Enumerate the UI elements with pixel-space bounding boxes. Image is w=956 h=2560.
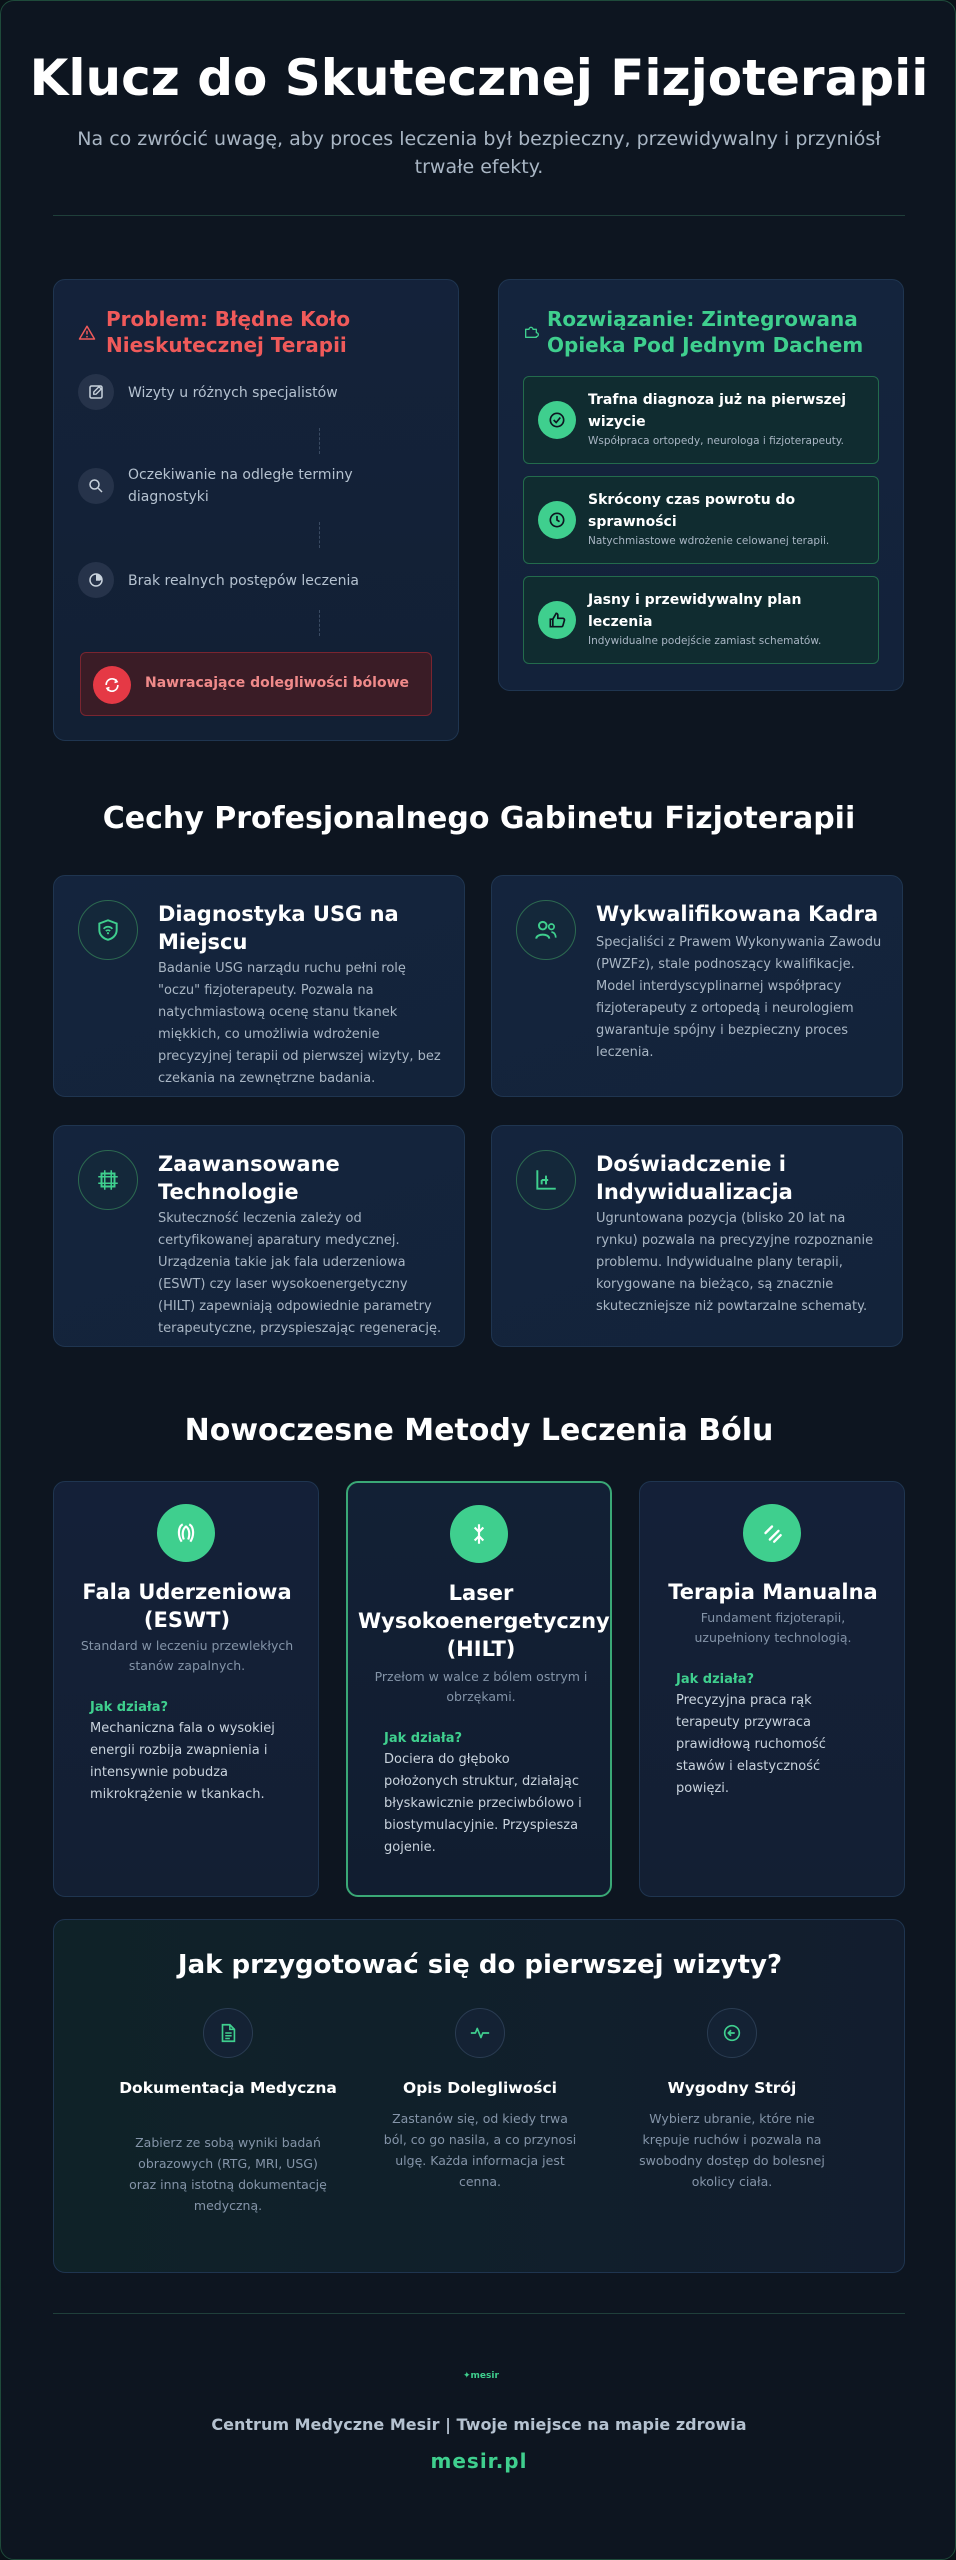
clothing-icon (707, 2008, 757, 2058)
progress-icon (78, 562, 114, 598)
clock-icon (538, 501, 576, 539)
page-title: Klucz do Skutecznej Fizjoterapii (29, 49, 929, 107)
connector (319, 428, 320, 454)
search-icon (78, 468, 114, 504)
problem-item-label: Wizyty u różnych specjalistów (128, 385, 338, 401)
team-icon (516, 900, 576, 960)
method-desc: Dociera do głęboko położonych struktur, działając błyskawicznie przeciwbólowo i biostymulacyjnie. Przyspiesza gojenie. (384, 1752, 582, 1855)
edit-icon (78, 374, 114, 410)
method-card (53, 1481, 319, 1897)
ultrasound-icon (78, 900, 138, 960)
leaf-icon: ✦ (463, 2371, 471, 2381)
method-subtitle: Fundament fizjoterapii, uzupełniony technologią. (694, 1610, 852, 1645)
footer-logo (463, 2371, 499, 2381)
feature-card (491, 1125, 903, 1347)
method-subtitle: Przełom w walce z bólem ostrym i obrzękami. (374, 1669, 588, 1704)
feature-card (53, 875, 465, 1097)
feature-desc: Specjaliści z Prawem Wykonywania Zawodu (PWZFz), stale podnoszący kwalifikacje. Model interdyscyplinarnej współpracy fizjoterapeuty z ortopedą i neurologiem gwarantuje spójny i bezpieczny proces leczenia. (596, 935, 882, 1060)
prep-item-title: Dokumentacja Medyczna (119, 2079, 337, 2097)
prep-title: Jak przygotować się do pierwszej wizyty? (177, 1950, 783, 1980)
solution-item (523, 476, 879, 564)
solution-item-desc: Natychmiastowe wdrożenie celowanej terapii. (588, 535, 830, 547)
divider (53, 215, 905, 216)
method-title: Fala Uderzeniowa (ESWT) (82, 1580, 292, 1632)
features-title: Cechy Profesjonalnego Gabinetu Fizjoterapii (102, 801, 856, 836)
thumbs-up-icon (538, 601, 576, 639)
problem-item-label: Oczekiwanie na odległe terminy diagnostyki (128, 467, 353, 505)
prep-item-desc: Zabierz ze sobą wyniki badań obrazowych (RTG, MRI, USG) oraz inną istotną dokumentację medyczną. (129, 2135, 327, 2213)
prep-panel (53, 1919, 905, 2273)
feature-desc: Ugruntowana pozycja (blisko 20 lat na rynku) pozwala na precyzyjne rozpoznanie problemu. Indywidualne plany terapii, korygowane na bieżąco, są znacznie skuteczniejsze niż powtarzalne schematy. (596, 1211, 874, 1314)
alert-label: Nawracające dolegliwości bólowe (145, 675, 410, 691)
problem-title: Problem: Błędne Koło Nieskutecznej Terapii (106, 307, 351, 357)
recurring-pain-icon (93, 666, 131, 704)
solution-item (523, 376, 879, 464)
solution-item-desc: Współpraca ortopedy, neurologa i fizjoterapeuty. (588, 435, 844, 447)
solution-item-desc: Indywidualne podejście zamiast schematów. (588, 635, 822, 647)
method-title: Terapia Manualna (668, 1580, 878, 1604)
method-how-label: Jak działa? (384, 1731, 463, 1746)
method-title: Laser Wysokoenergetyczny (HILT) (358, 1581, 610, 1661)
footer-line: Centrum Medyczne Mesir | Twoje miejsce na mapie zdrowia (211, 2415, 747, 2434)
solution-title: Rozwiązanie: Zintegrowana Opieka Pod Jednym Dachem (547, 307, 864, 357)
method-how-label: Jak działa? (676, 1672, 755, 1687)
footer-logo-text: mesir (470, 2371, 499, 2381)
document-icon (203, 2008, 253, 2058)
footer-domain-link[interactable]: mesir.pl (430, 2449, 528, 2473)
method-card (639, 1481, 905, 1897)
feature-card (53, 1125, 465, 1347)
solution-item-title: Jasny i przewidywalny plan leczenia (588, 592, 802, 630)
prep-item-title: Wygodny Strój (667, 2079, 797, 2097)
feature-title: Wykwalifikowana Kadra (596, 902, 879, 926)
connector (319, 610, 320, 636)
feature-title: Zaawansowane Technologie (158, 1152, 340, 1204)
method-desc: Mechaniczna fala o wysokiej energii rozbija zwapnienia i intensywnie pobudza mikrokrążenie w tkankach. (90, 1721, 275, 1802)
problem-panel (53, 279, 459, 741)
prep-item-title: Opis Dolegliwości (403, 2079, 557, 2097)
page-subtitle: Na co zwrócić uwagę, aby proces leczenia był bezpieczny, przewidywalny i przyniósł trwałe efekty. (77, 128, 881, 178)
solution-item-title: Trafna diagnoza już na pierwszej wizycie (588, 392, 847, 430)
divider (53, 2313, 905, 2314)
manual-therapy-icon (743, 1504, 801, 1562)
method-desc: Precyzyjna praca rąk terapeuty przywraca prawidłową ruchomość stawów i elastyczność powięzi. (676, 1693, 826, 1796)
check-circle-icon (538, 401, 576, 439)
shockwave-icon (157, 1504, 215, 1562)
prep-item-desc: Zastanów się, od kiedy trwa ból, co go nasila, a co przynosi ulgę. Każda informacja jest cenna. (383, 2111, 577, 2189)
connector (319, 522, 320, 548)
method-card-featured (346, 1481, 612, 1897)
solution-item (523, 576, 879, 664)
footer-area (1, 2371, 956, 2491)
laser-icon (450, 1505, 508, 1563)
alert-box (80, 652, 432, 716)
feature-desc: Skuteczność leczenia zależy od certyfikowanej aparatury medycznej. Urządzenia takie jak fala uderzeniowa (ESWT) czy laser wysokoenergetyczny (HILT) zapewniają odpowiednie parametry terapeutyczne, przyspieszając regenerację. (158, 1211, 442, 1336)
methods-title: Nowoczesne Metody Leczenia Bólu (184, 1413, 774, 1448)
footer (1, 241, 956, 341)
feature-title: Doświadczenie i Indywidualizacja (596, 1152, 793, 1204)
method-subtitle: Standard w leczeniu przewlekłych stanów zapalnych. (80, 1638, 294, 1673)
problem-item-label: Brak realnych postępów leczenia (128, 573, 359, 589)
chart-icon (516, 1150, 576, 1210)
technology-icon (78, 1150, 138, 1210)
feature-title: Diagnostyka USG na Miejscu (158, 902, 399, 954)
feature-card (491, 875, 903, 1097)
method-how-label: Jak działa? (90, 1700, 169, 1715)
pulse-icon (455, 2008, 505, 2058)
prep-item-desc: Wybierz ubranie, które nie krępuje ruchów i pozwala na swobodny dostęp do bolesnej okolicy ciała. (639, 2111, 825, 2189)
feature-desc: Badanie USG narządu ruchu pełni rolę "oczu" fizjoterapeuty. Pozwala na natychmiastową ocenę stanu tkanek miękkich, co umożliwia wdrożenie precyzyjnej terapii od pierwszej wizyty, bez czekania na zewnętrzne badania. (158, 961, 441, 1086)
solution-item-title: Skrócony czas powrotu do sprawności (588, 492, 796, 530)
